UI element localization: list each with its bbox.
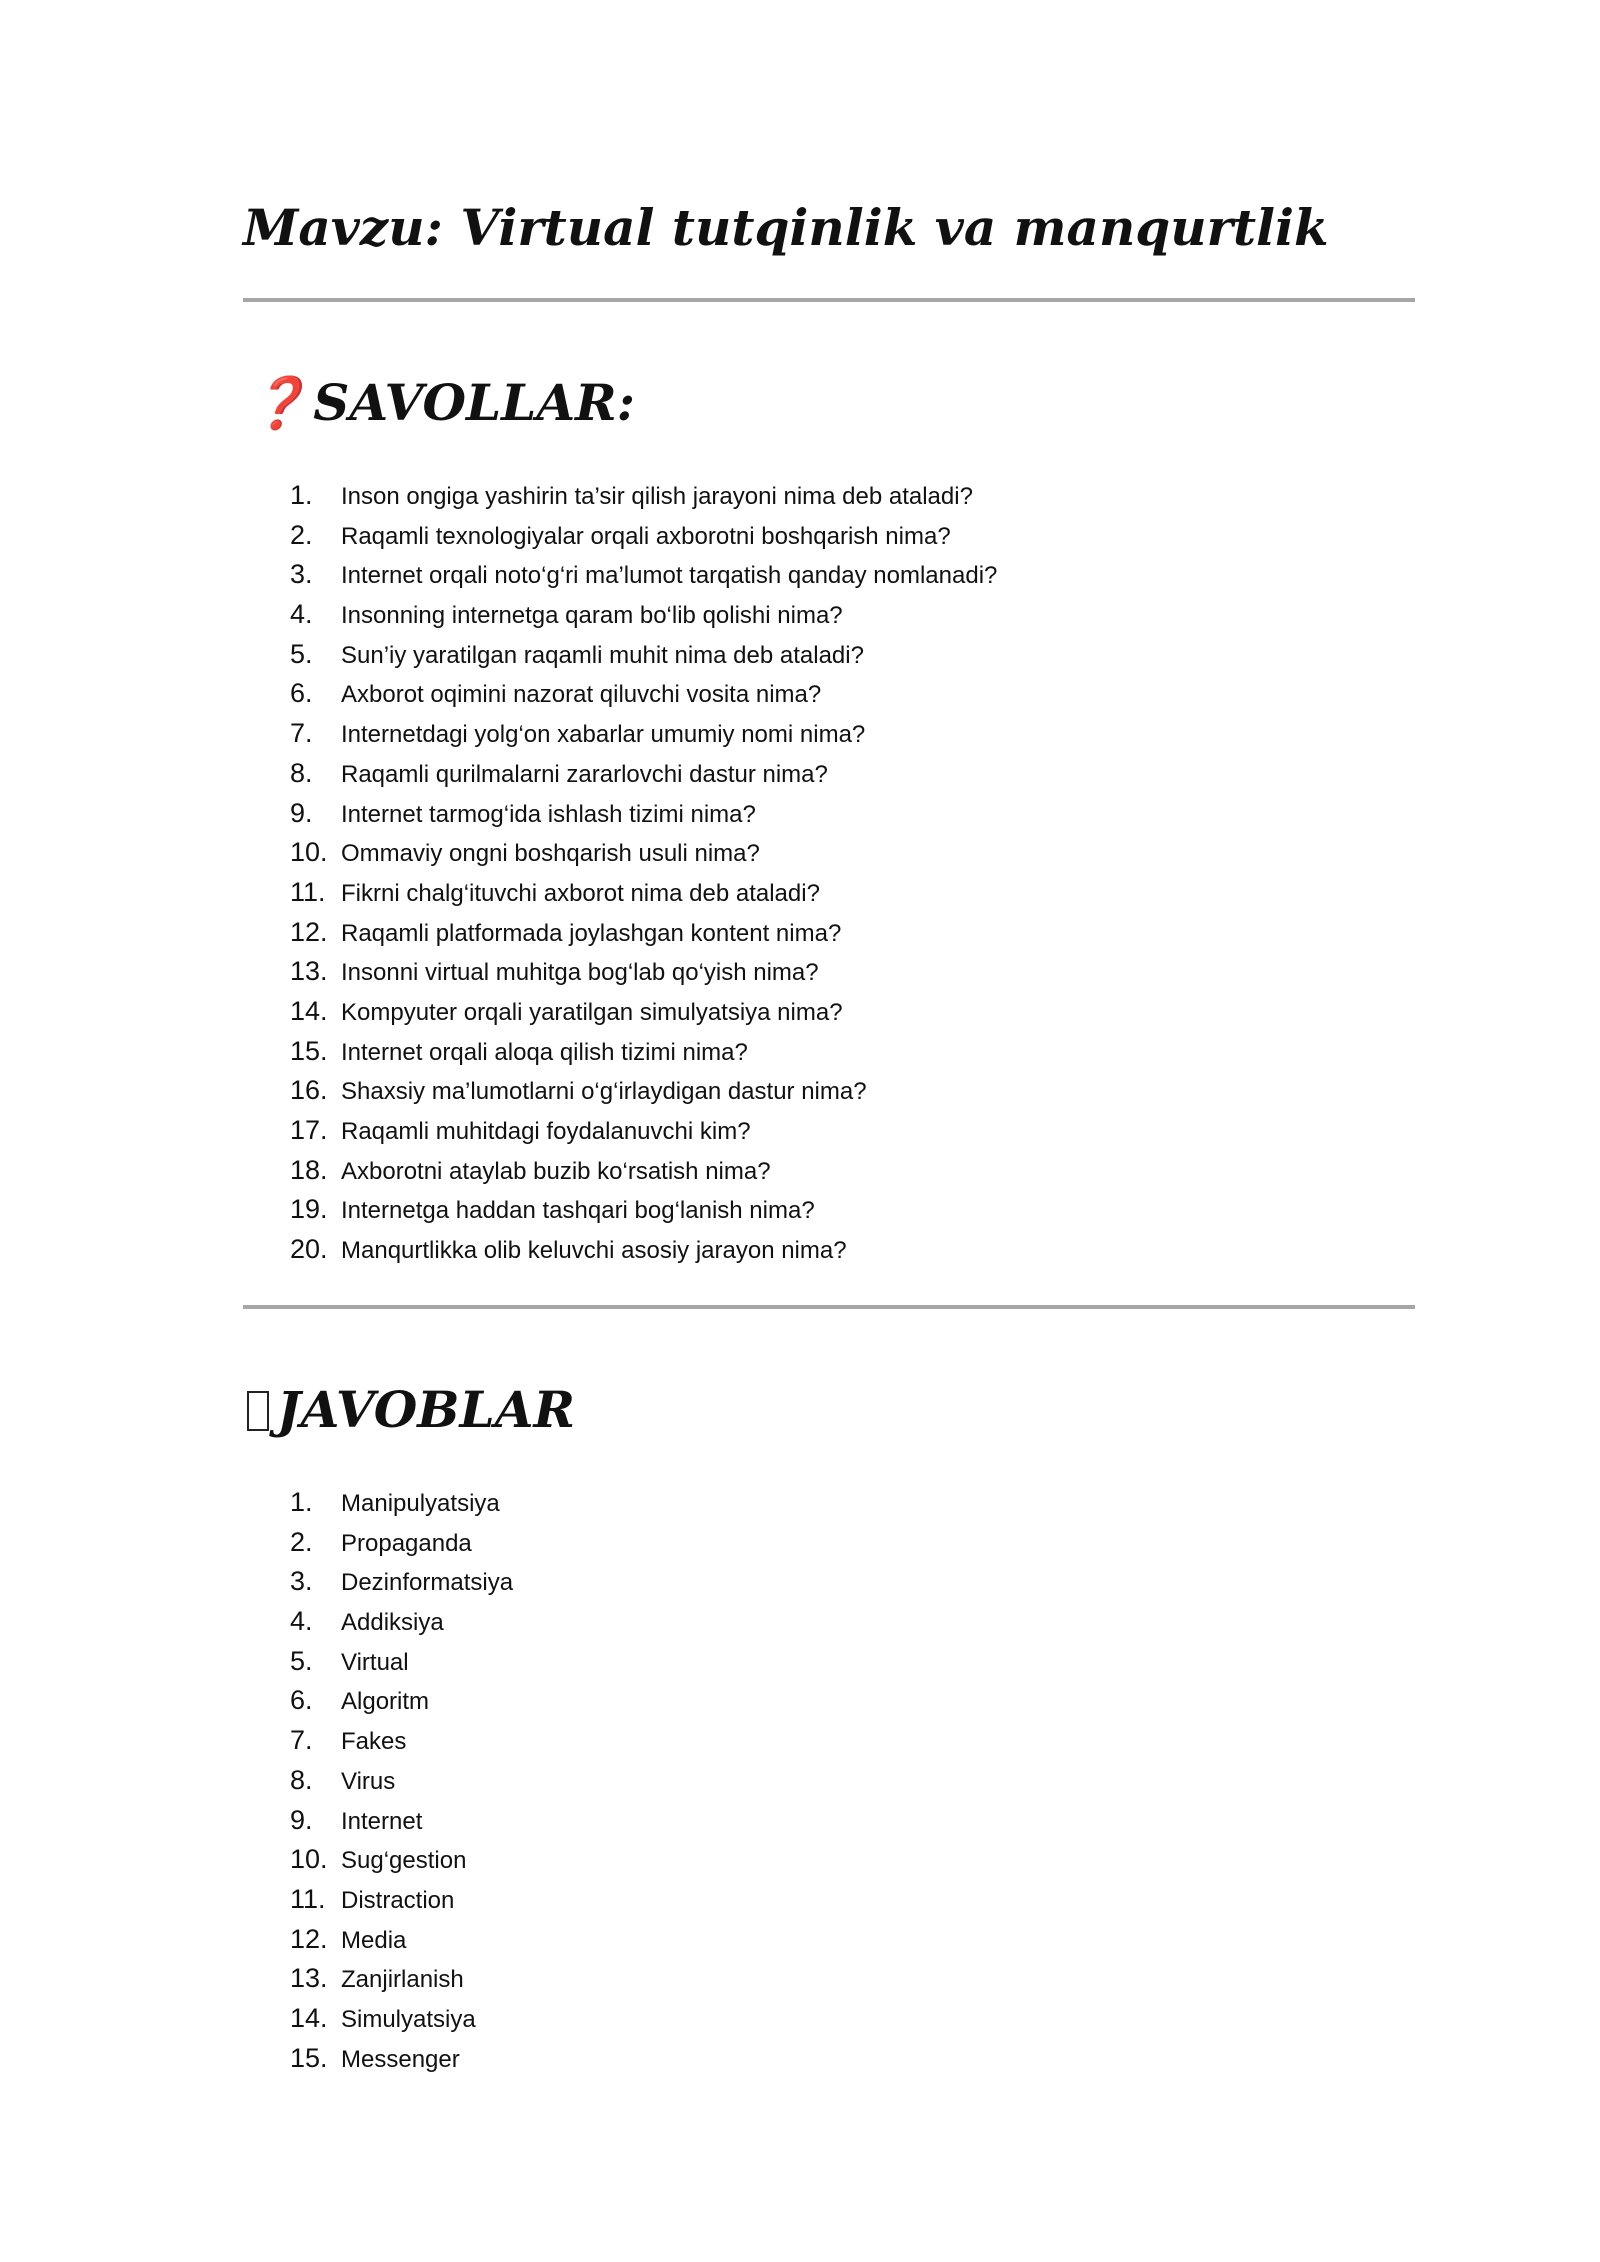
answer-item [290,1879,513,1919]
question-item [290,515,997,555]
answer-item-text: Virus [341,1767,396,1795]
answer-item-text: Algoritm [341,1688,430,1716]
question-item-number: 12. [290,916,328,947]
question-item [290,951,997,991]
question-item [290,594,997,634]
answers-heading [247,1370,575,1450]
question-item [290,1031,997,1071]
answer-item [290,1522,513,1562]
questions-heading [247,363,635,443]
question-item-text: Raqamli platformada joylashgan kontent nima? [341,919,842,947]
question-item-number: 13. [290,956,328,987]
question-item [290,872,997,912]
question-item-text: Ommaviy ongni boshqarish usuli nima? [341,840,760,868]
question-item [290,753,997,793]
answers-list [290,1482,513,2077]
answer-item [290,1839,513,1879]
question-item-text: Inson ongiga yashirin ta’sir qilish jarayoni nima deb ataladi? [341,483,973,510]
answer-item-number: 3. [290,1566,313,1597]
question-item [290,1150,997,1190]
answer-item-number: 8. [290,1764,313,1795]
question-item-number: 6. [290,678,313,709]
question-item-text: Fikrni chalg‘ituvchi axborot nima deb ataladi? [341,879,820,907]
question-item-text: Internet orqali noto‘g‘ri ma’lumot tarqatish qanday nomlanadi? [341,562,998,590]
answer-item [290,1641,513,1681]
answer-item-number: 1. [290,1487,313,1517]
answer-item [290,1720,513,1760]
answer-item-text: Manipulyatsiya [341,1490,500,1517]
question-item-text: Axborot oqimini nazorat qiluvchi vosita nima? [341,681,822,709]
horizontal-divider [243,298,1415,302]
answer-item [290,1998,513,2038]
question-item-number: 11. [290,876,326,907]
question-item [290,793,997,833]
question-item [290,634,997,674]
question-item-text: Raqamli qurilmalarni zararlovchi dastur nima? [341,760,828,788]
question-item [290,991,997,1031]
answers-heading-text: JAVOBLAR [277,1380,576,1439]
answer-item-text: Fakes [341,1728,407,1756]
question-item-text: Insonni virtual muhitga bog‘lab qo‘yish nima? [341,959,819,987]
question-item-text: Internet orqali aloqa qilish tizimi nima? [341,1038,748,1066]
answer-item-text: Simulyatsiya [341,2005,476,2033]
question-item [290,713,997,753]
question-item-number: 18. [290,1154,328,1185]
answer-item-number: 15. [290,2042,328,2073]
question-item-number: 2. [290,519,313,550]
question-item-number: 1. [290,480,313,510]
question-item-number: 15. [290,1035,328,1066]
question-item-number: 10. [290,837,328,868]
answer-item-number: 12. [290,1923,328,1954]
answer-item-number: 11. [290,1883,326,1914]
question-item [290,554,997,594]
question-item-text: Insonning internetga qaram bo‘lib qolishi nima? [341,602,843,630]
horizontal-divider [243,1305,1415,1309]
question-item-text: Shaxsiy ma’lumotlarni o‘g‘irlaydigan dastur nima? [341,1078,867,1106]
answer-item-number: 10. [290,1844,328,1875]
question-item [290,1110,997,1150]
answer-item [290,1482,513,1522]
question-item-number: 3. [290,559,313,590]
question-item-text: Raqamli texnologiyalar orqali axborotni boshqarish nima? [341,522,951,550]
answer-item-text: Media [341,1926,407,1954]
question-item [290,832,997,872]
answer-item-text: Distraction [341,1886,455,1914]
question-item-number: 8. [290,757,313,788]
answer-item [290,1561,513,1601]
questions-heading-text: SAVOLLAR: [313,373,636,432]
answer-item [290,1800,513,1840]
answer-item-number: 9. [290,1804,313,1835]
answer-item-number: 14. [290,2002,328,2033]
answer-item [290,1601,513,1641]
answer-item-text: Virtual [341,1648,409,1676]
question-mark-icon: ❓ [247,373,310,432]
answer-item-text: Zanjirlanish [341,1966,464,1994]
question-item-text: Axborotni ataylab buzib ko‘rsatish nima? [341,1157,771,1185]
question-item-text: Internetdagi yolg‘on xabarlar umumiy nomi nima? [341,721,866,749]
question-item [290,1070,997,1110]
document-title: Mavzu: Virtual tutqinlik va manqurtlik [243,198,1329,257]
question-item [290,912,997,952]
answer-item [290,1680,513,1720]
missing-glyph-icon [247,1391,269,1431]
answer-item-text: Addiksiya [341,1609,444,1637]
answer-item-text: Propaganda [341,1529,472,1557]
question-item-number: 19. [290,1194,328,1225]
question-item-text: Sun’iy yaratilgan raqamli muhit nima deb ataladi? [341,641,864,669]
answer-item [290,1958,513,1998]
answer-item [290,2038,513,2078]
question-item [290,1189,997,1229]
answer-item-text: Internet [341,1807,423,1835]
question-item-number: 16. [290,1075,328,1106]
answer-item-text: Dezinformatsiya [341,1569,514,1597]
answer-item-number: 7. [290,1725,313,1756]
question-item-number: 9. [290,797,313,828]
question-item-number: 17. [290,1115,328,1145]
question-item [290,475,997,515]
answer-item-number: 6. [290,1685,313,1716]
answer-item [290,1919,513,1959]
question-item-number: 5. [290,638,313,669]
question-item-number: 14. [290,995,328,1026]
answer-item [290,1760,513,1800]
question-item-number: 7. [290,718,313,749]
question-item-text: Manqurtlikka olib keluvchi asosiy jarayon nima? [341,1237,847,1265]
question-item-text: Kompyuter orqali yaratilgan simulyatsiya nima? [341,998,843,1026]
answer-item-text: Messenger [341,2045,460,2073]
question-item-text: Internetga haddan tashqari bog‘lanish nima? [341,1197,815,1225]
answer-item-number: 5. [290,1645,313,1676]
answer-item-text: Sug‘gestion [341,1847,467,1875]
question-item-number: 20. [290,1234,328,1265]
question-item-text: Raqamli muhitdagi foydalanuvchi kim? [341,1118,751,1145]
answer-item-number: 2. [290,1526,313,1557]
answer-item-number: 13. [290,1963,328,1994]
question-item [290,673,997,713]
question-item-text: Internet tarmog‘ida ishlash tizimi nima? [341,800,756,828]
question-item-number: 4. [290,599,313,630]
questions-list [290,475,997,1269]
answer-item-number: 4. [290,1606,313,1637]
question-item [290,1229,997,1269]
